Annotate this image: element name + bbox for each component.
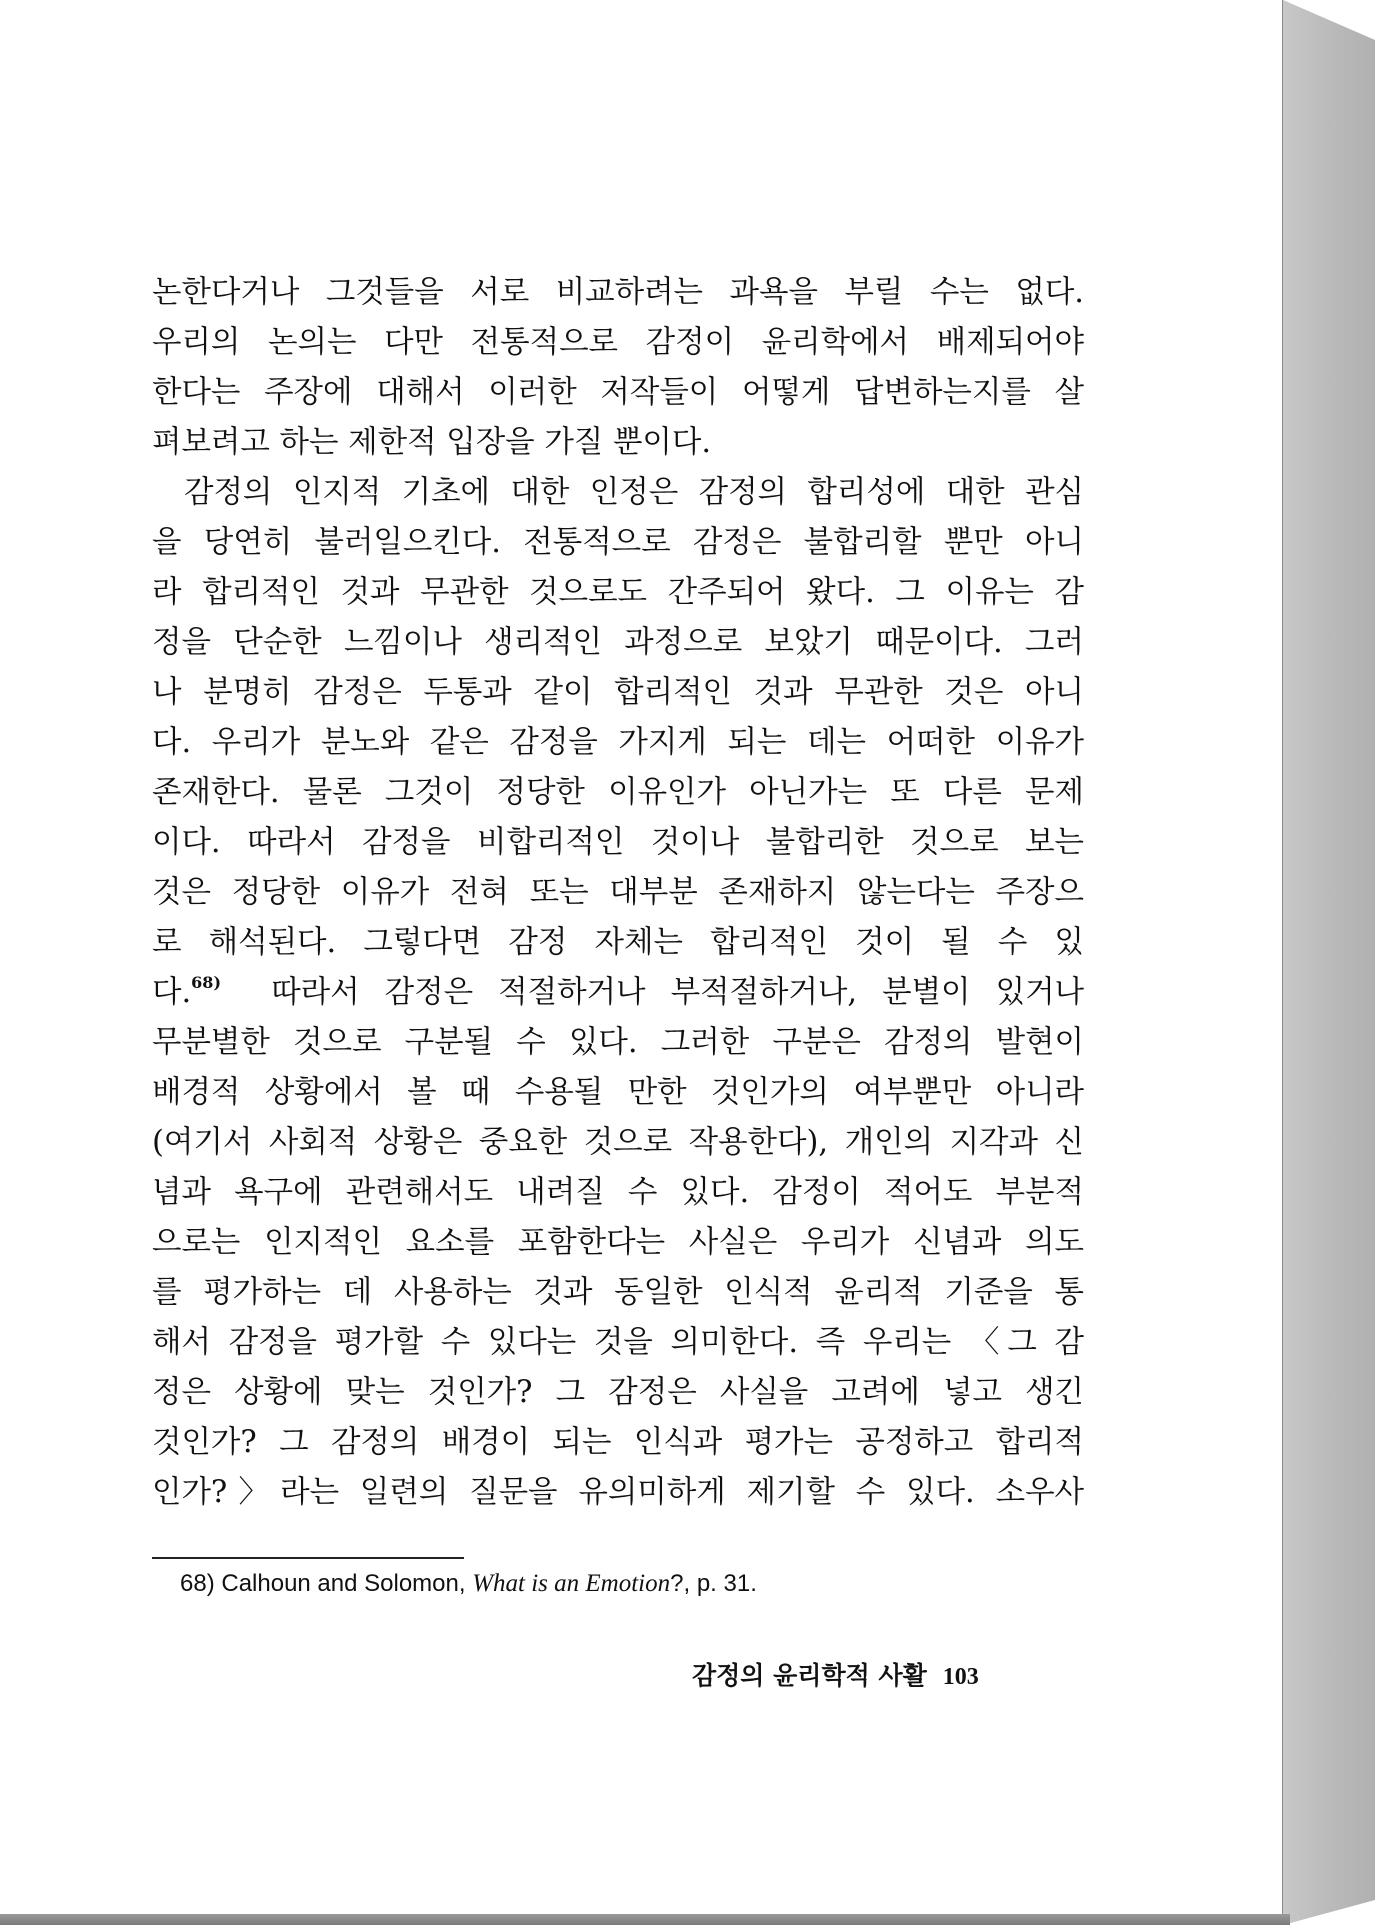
text-line: 다. 우리가 분노와 같은 감정을 가지게 되는 데는 어떠한 이유가 — [152, 725, 1084, 760]
text-line: 정을 단순한 느낌이나 생리적인 과정으로 보았기 때문이다. 그러 — [152, 625, 1084, 660]
text-line: 를 평가하는 데 사용하는 것과 동일한 인식적 윤리적 기준을 통 — [152, 1275, 1084, 1310]
text-line: 논한다거나 그것들을 서로 비교하려는 과욕을 부릴 수는 없다. — [152, 275, 1084, 310]
page-number: 103 — [942, 1664, 979, 1690]
text-line: 것인가? 그 감정의 배경이 되는 인식과 평가는 공정하고 합리적 — [152, 1425, 1084, 1460]
text-line: 이다. 따라서 감정을 비합리적인 것이나 불합리한 것으로 보는 — [152, 825, 1084, 860]
running-footer — [692, 1656, 979, 1692]
text-line: 로 해석된다. 그렇다면 감정 자체는 합리적인 것이 될 수 있 — [152, 925, 1084, 960]
footnote-qmark: ? — [670, 1570, 684, 1597]
footnote-number: 68) — [180, 1570, 215, 1597]
text-line: 해서 감정을 평가할 수 있다는 것을 의미한다. 즉 우리는 〈그 감 — [152, 1325, 1084, 1360]
footnote-authors: Calhoun and Solomon, — [221, 1570, 466, 1597]
text-line: 념과 욕구에 관련해서도 내려질 수 있다. 감정이 적어도 부분적 — [152, 1175, 1084, 1210]
text-line: (여기서 사회적 상황은 중요한 것으로 작용한다), 개인의 지각과 신 — [152, 1125, 1084, 1160]
text-line: 한다는 주장에 대해서 이러한 저작들이 어떻게 답변하는지를 살 — [152, 375, 1084, 410]
footnote-page: , p. 31. — [683, 1570, 757, 1597]
text-line: 무분별한 것으로 구분될 수 있다. 그러한 구분은 감정의 발현이 — [152, 1025, 1084, 1060]
footnote-ref-68[interactable]: 68) — [191, 973, 222, 992]
text-line: 정은 상황에 맞는 것인가? 그 감정은 사실을 고려에 넣고 생긴 — [152, 1375, 1084, 1410]
text-line-with-footnote-ref — [152, 968, 1084, 1018]
text-line: 을 당연히 불러일으킨다. 전통적으로 감정은 불합리할 뿐만 아니 — [152, 525, 1084, 560]
text-line: 우리의 논의는 다만 전통적으로 감정이 윤리학에서 배제되어야 — [152, 325, 1084, 360]
text-line: 나 분명히 감정은 두통과 같이 합리적인 것과 무관한 것은 아니 — [152, 675, 1084, 710]
text-line: 펴보려고 하는 제한적 입장을 가질 뿐이다. — [152, 425, 712, 460]
footnote-title: What is an Emotion — [472, 1570, 671, 1597]
text-line: 인가?〉라는 일련의 질문을 유의미하게 제기할 수 있다. 소우사 — [152, 1475, 1084, 1510]
paragraph-start-line: 감정의 인지적 기초에 대한 인정은 감정의 합리성에 대한 관심 — [184, 475, 1084, 510]
book-bottom-edge — [0, 1914, 1290, 1925]
text-fragment: 다. — [152, 975, 192, 1010]
footnote-68 — [180, 1570, 757, 1598]
text-line: 것은 정당한 이유가 전혀 또는 대부분 존재하지 않는다는 주장으 — [152, 875, 1084, 910]
text-line: 배경적 상황에서 볼 때 수용될 만한 것인가의 여부뿐만 아니라 — [152, 1075, 1084, 1110]
text-line: 으로는 인지적인 요소를 포함한다는 사실은 우리가 신념과 의도 — [152, 1225, 1084, 1260]
text-line: 라 합리적인 것과 무관한 것으로도 간주되어 왔다. 그 이유는 감 — [152, 575, 1084, 610]
book-side-edge — [1283, 0, 1375, 1925]
text-fragment: 따라서 감정은 적절하거나 부적절하거나, 분별이 있거나 — [271, 975, 1084, 1010]
footnote-divider — [152, 1557, 464, 1559]
running-footer-title: 감정의 윤리학적 사활 — [692, 1661, 927, 1690]
text-line: 존재한다. 물론 그것이 정당한 이유인가 아닌가는 또 다른 문제 — [152, 775, 1084, 810]
body-text — [152, 268, 1084, 1518]
